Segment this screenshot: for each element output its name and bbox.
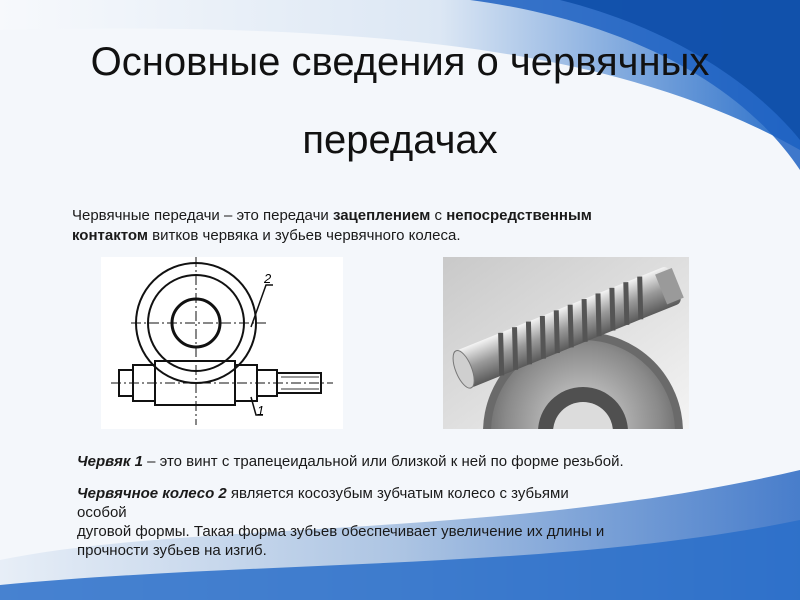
- wheel-description: [77, 484, 757, 560]
- drawing-label-1: 1: [257, 403, 265, 418]
- intro-part3: витков червяка и зубьев червячного колеса.: [147, 227, 461, 244]
- slide-title-line2: передачах: [302, 118, 498, 162]
- worm-text: – это винт с трапецеидальной или близкой к ней по форме резьбой.: [142, 453, 624, 470]
- intro-text: [72, 206, 732, 246]
- wheel-term: Червячное колесо 2: [77, 485, 227, 502]
- worm-gear-drawing: [101, 257, 343, 429]
- intro-bold1: зацеплением: [332, 207, 431, 224]
- worm-term: Червяк 1: [77, 453, 143, 470]
- worm-description: [77, 452, 757, 471]
- slide-title-line1: Основные сведения о червячных: [90, 40, 710, 84]
- intro-bold2: непосредственным: [446, 207, 592, 224]
- wheel-line1: является косозубым зубчатым колесо с зубьями: [226, 485, 569, 502]
- intro-bold3: контактом: [72, 227, 148, 244]
- wheel-line2: особой: [77, 504, 127, 521]
- intro-part2: с: [430, 207, 447, 224]
- worm-gear-render: [443, 257, 689, 429]
- wheel-line3: дуговой формы. Такая форма зубьев обеспечивает увеличение их длины и: [77, 523, 605, 540]
- wheel-line4: прочности зубьев на изгиб.: [77, 542, 267, 559]
- intro-part1: Червячные передачи – это передачи: [72, 207, 333, 224]
- drawing-label-2: 2: [264, 271, 272, 286]
